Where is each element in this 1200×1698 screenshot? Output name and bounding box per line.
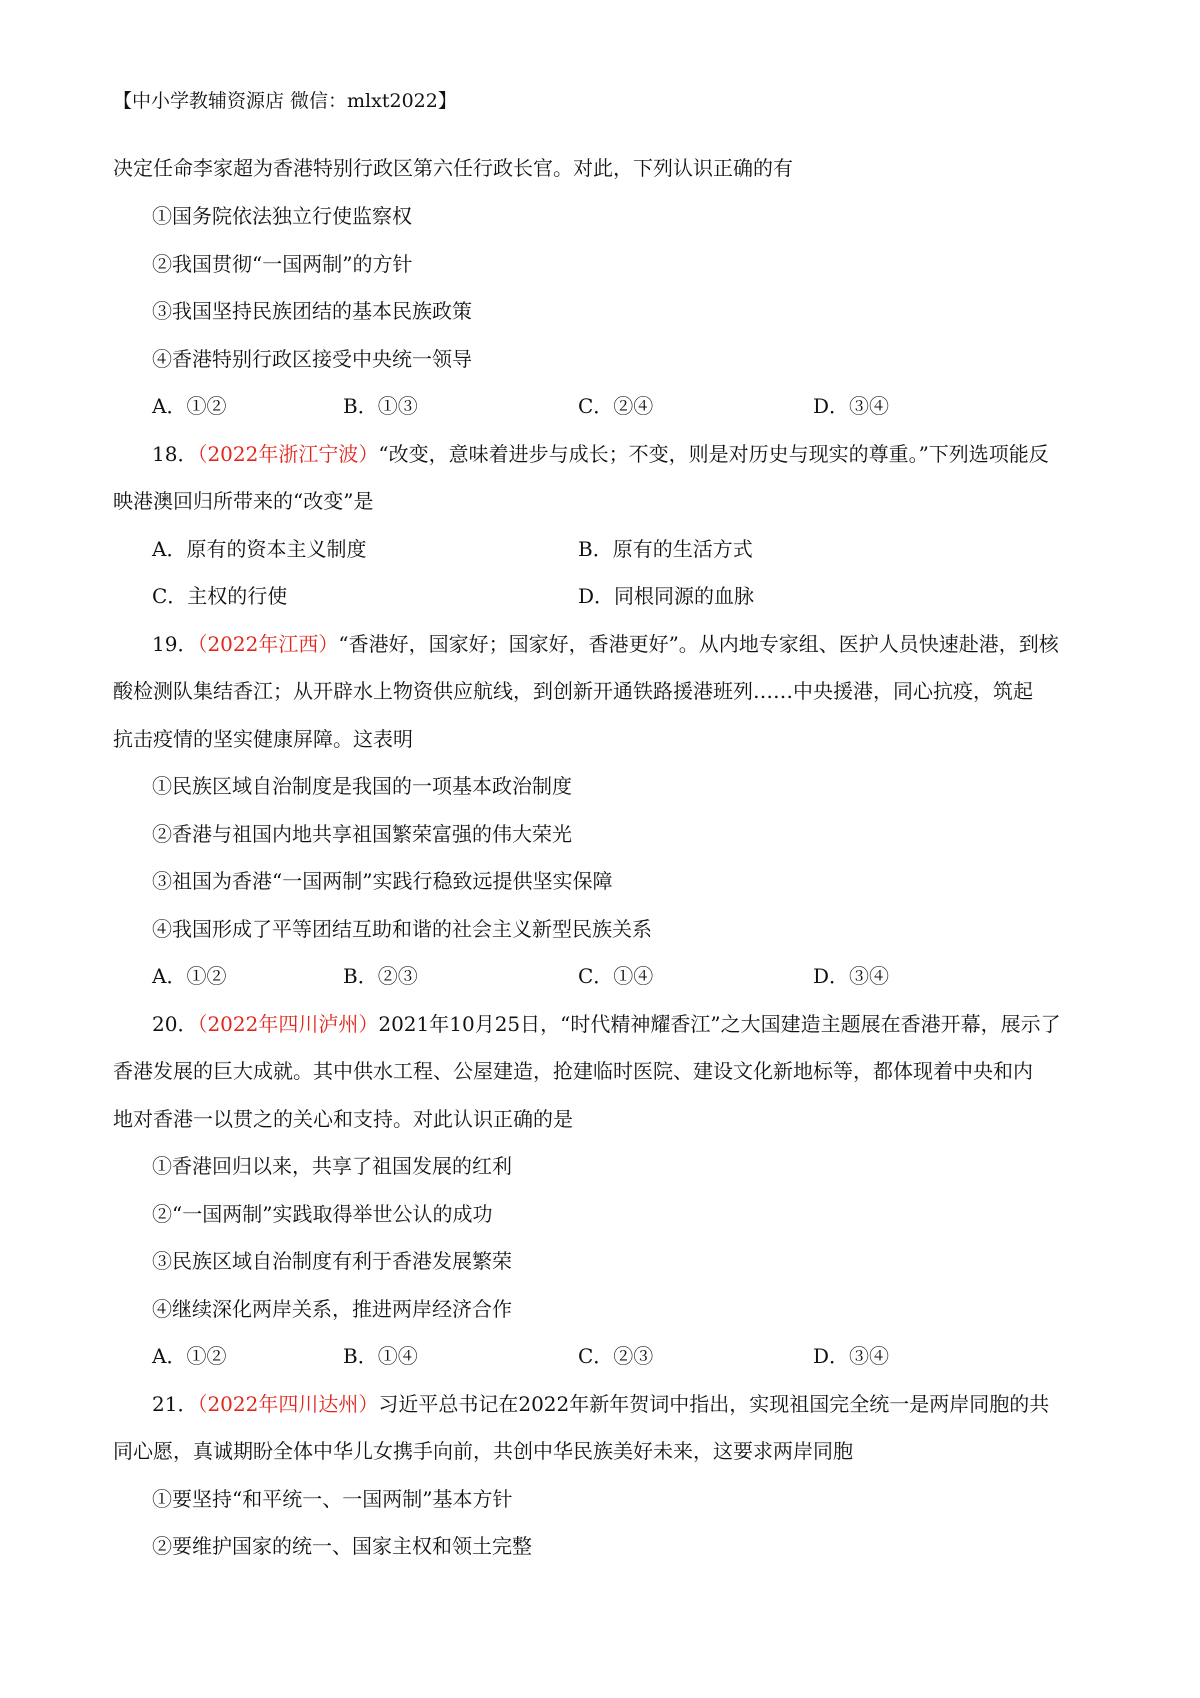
q20-source: （2022年四川泸州） bbox=[197, 1012, 379, 1036]
q20-choice-c: C．②③ bbox=[578, 1344, 654, 1368]
q19-stem-text: “香港好，国家好；国家好，香港更好”。从内地专家组、医护人员快速赴港，到核 bbox=[338, 632, 1059, 656]
q17-statement-1: ①国务院依法独立行使监察权 bbox=[152, 204, 412, 228]
q20-stem-text: 2021年10月25日，“时代精神耀香江”之大国建造主题展在香港开幕，展示了 bbox=[378, 1012, 1061, 1036]
q17-choice-a: A．①② bbox=[152, 394, 227, 418]
q20-number: 20． bbox=[152, 1012, 198, 1036]
page-header: 【中小学教辅资源店 微信：mlxt2022】 bbox=[113, 90, 457, 112]
q20-stem-line-1 bbox=[152, 1010, 1061, 1038]
q17-choice-b: B．①③ bbox=[343, 394, 418, 418]
q20-statement-3: ③民族区域自治制度有利于香港发展繁荣 bbox=[152, 1249, 512, 1273]
q20-choice-b: B．①④ bbox=[343, 1344, 418, 1368]
q18-choice-b: B．原有的生活方式 bbox=[578, 537, 753, 561]
q19-choice-a: A．①② bbox=[152, 964, 227, 988]
q20-choice-a: A．①② bbox=[152, 1344, 227, 1368]
q18-number: 18． bbox=[152, 442, 198, 466]
q17-stem: 决定任命李家超为香港特别行政区第六任行政长官。对此，下列认识正确的有 bbox=[113, 156, 793, 180]
q19-choice-c: C．①④ bbox=[578, 964, 654, 988]
q20-statement-2: ②“一国两制”实践取得举世公认的成功 bbox=[152, 1202, 493, 1226]
q20-stem-line-3: 地对香港一以贯之的关心和支持。对此认识正确的是 bbox=[113, 1107, 573, 1131]
q21-source: （2022年四川达州） bbox=[197, 1392, 379, 1416]
q20-statement-1: ①香港回归以来，共享了祖国发展的红利 bbox=[152, 1154, 512, 1178]
q19-choice-b: B．②③ bbox=[343, 964, 418, 988]
q20-statement-4: ④继续深化两岸关系，推进两岸经济合作 bbox=[152, 1297, 512, 1321]
q18-choice-d: D．同根同源的血脉 bbox=[578, 584, 755, 608]
q21-stem-line-2: 同心愿，真诚期盼全体中华儿女携手向前，共创中华民族美好未来，这要求两岸同胞 bbox=[113, 1439, 853, 1463]
q18-stem-line-2: 映港澳回归所带来的“改变”是 bbox=[113, 489, 374, 513]
q19-statement-3: ③祖国为香港“一国两制”实践行稳致远提供坚实保障 bbox=[152, 869, 613, 893]
q19-choice-d: D．③④ bbox=[813, 964, 890, 988]
q21-stem-line-1 bbox=[152, 1390, 1049, 1418]
q19-stem-line-1 bbox=[152, 630, 1059, 658]
q21-statement-1: ①要坚持“和平统一、一国两制”基本方针 bbox=[152, 1487, 513, 1511]
q17-statement-4: ④香港特别行政区接受中央统一领导 bbox=[152, 347, 472, 371]
q17-choice-d: D．③④ bbox=[813, 394, 890, 418]
q21-number: 21． bbox=[152, 1392, 198, 1416]
q19-statement-1: ①民族区域自治制度是我国的一项基本政治制度 bbox=[152, 774, 572, 798]
q17-statement-3: ③我国坚持民族团结的基本民族政策 bbox=[152, 299, 472, 323]
q17-statement-2: ②我国贯彻“一国两制”的方针 bbox=[152, 252, 413, 276]
q20-stem-line-2: 香港发展的巨大成就。其中供水工程、公屋建造，抢建临时医院、建设文化新地标等，都体现着中央和内 bbox=[113, 1059, 1033, 1083]
q18-choice-a: A．原有的资本主义制度 bbox=[152, 537, 367, 561]
q19-stem-line-3: 抗击疫情的坚实健康屏障。这表明 bbox=[113, 727, 413, 751]
q21-statement-2: ②要维护国家的统一、国家主权和领土完整 bbox=[152, 1534, 532, 1558]
q18-stem-line-1 bbox=[152, 440, 1049, 468]
q19-stem-line-2: 酸检测队集结香江；从开辟水上物资供应航线，到创新开通铁路援港班列……中央援港，同心抗疫，筑起 bbox=[113, 679, 1033, 703]
q17-choice-c: C．②④ bbox=[578, 394, 654, 418]
q18-source: （2022年浙江宁波） bbox=[197, 442, 379, 466]
q19-statement-2: ②香港与祖国内地共享祖国繁荣富强的伟大荣光 bbox=[152, 822, 572, 846]
q19-statement-4: ④我国形成了平等团结互助和谐的社会主义新型民族关系 bbox=[152, 917, 652, 941]
q19-source: （2022年江西） bbox=[197, 632, 339, 656]
q20-choice-d: D．③④ bbox=[813, 1344, 890, 1368]
q19-number: 19． bbox=[152, 632, 198, 656]
q18-choice-c: C．主权的行使 bbox=[152, 584, 288, 608]
q21-stem-text: 习近平总书记在2022年新年贺词中指出，实现祖国完全统一是两岸同胞的共 bbox=[378, 1392, 1050, 1416]
q18-stem-text: “改变，意味着进步与成长；不变，则是对历史与现实的尊重。”下列选项能反 bbox=[378, 442, 1049, 466]
